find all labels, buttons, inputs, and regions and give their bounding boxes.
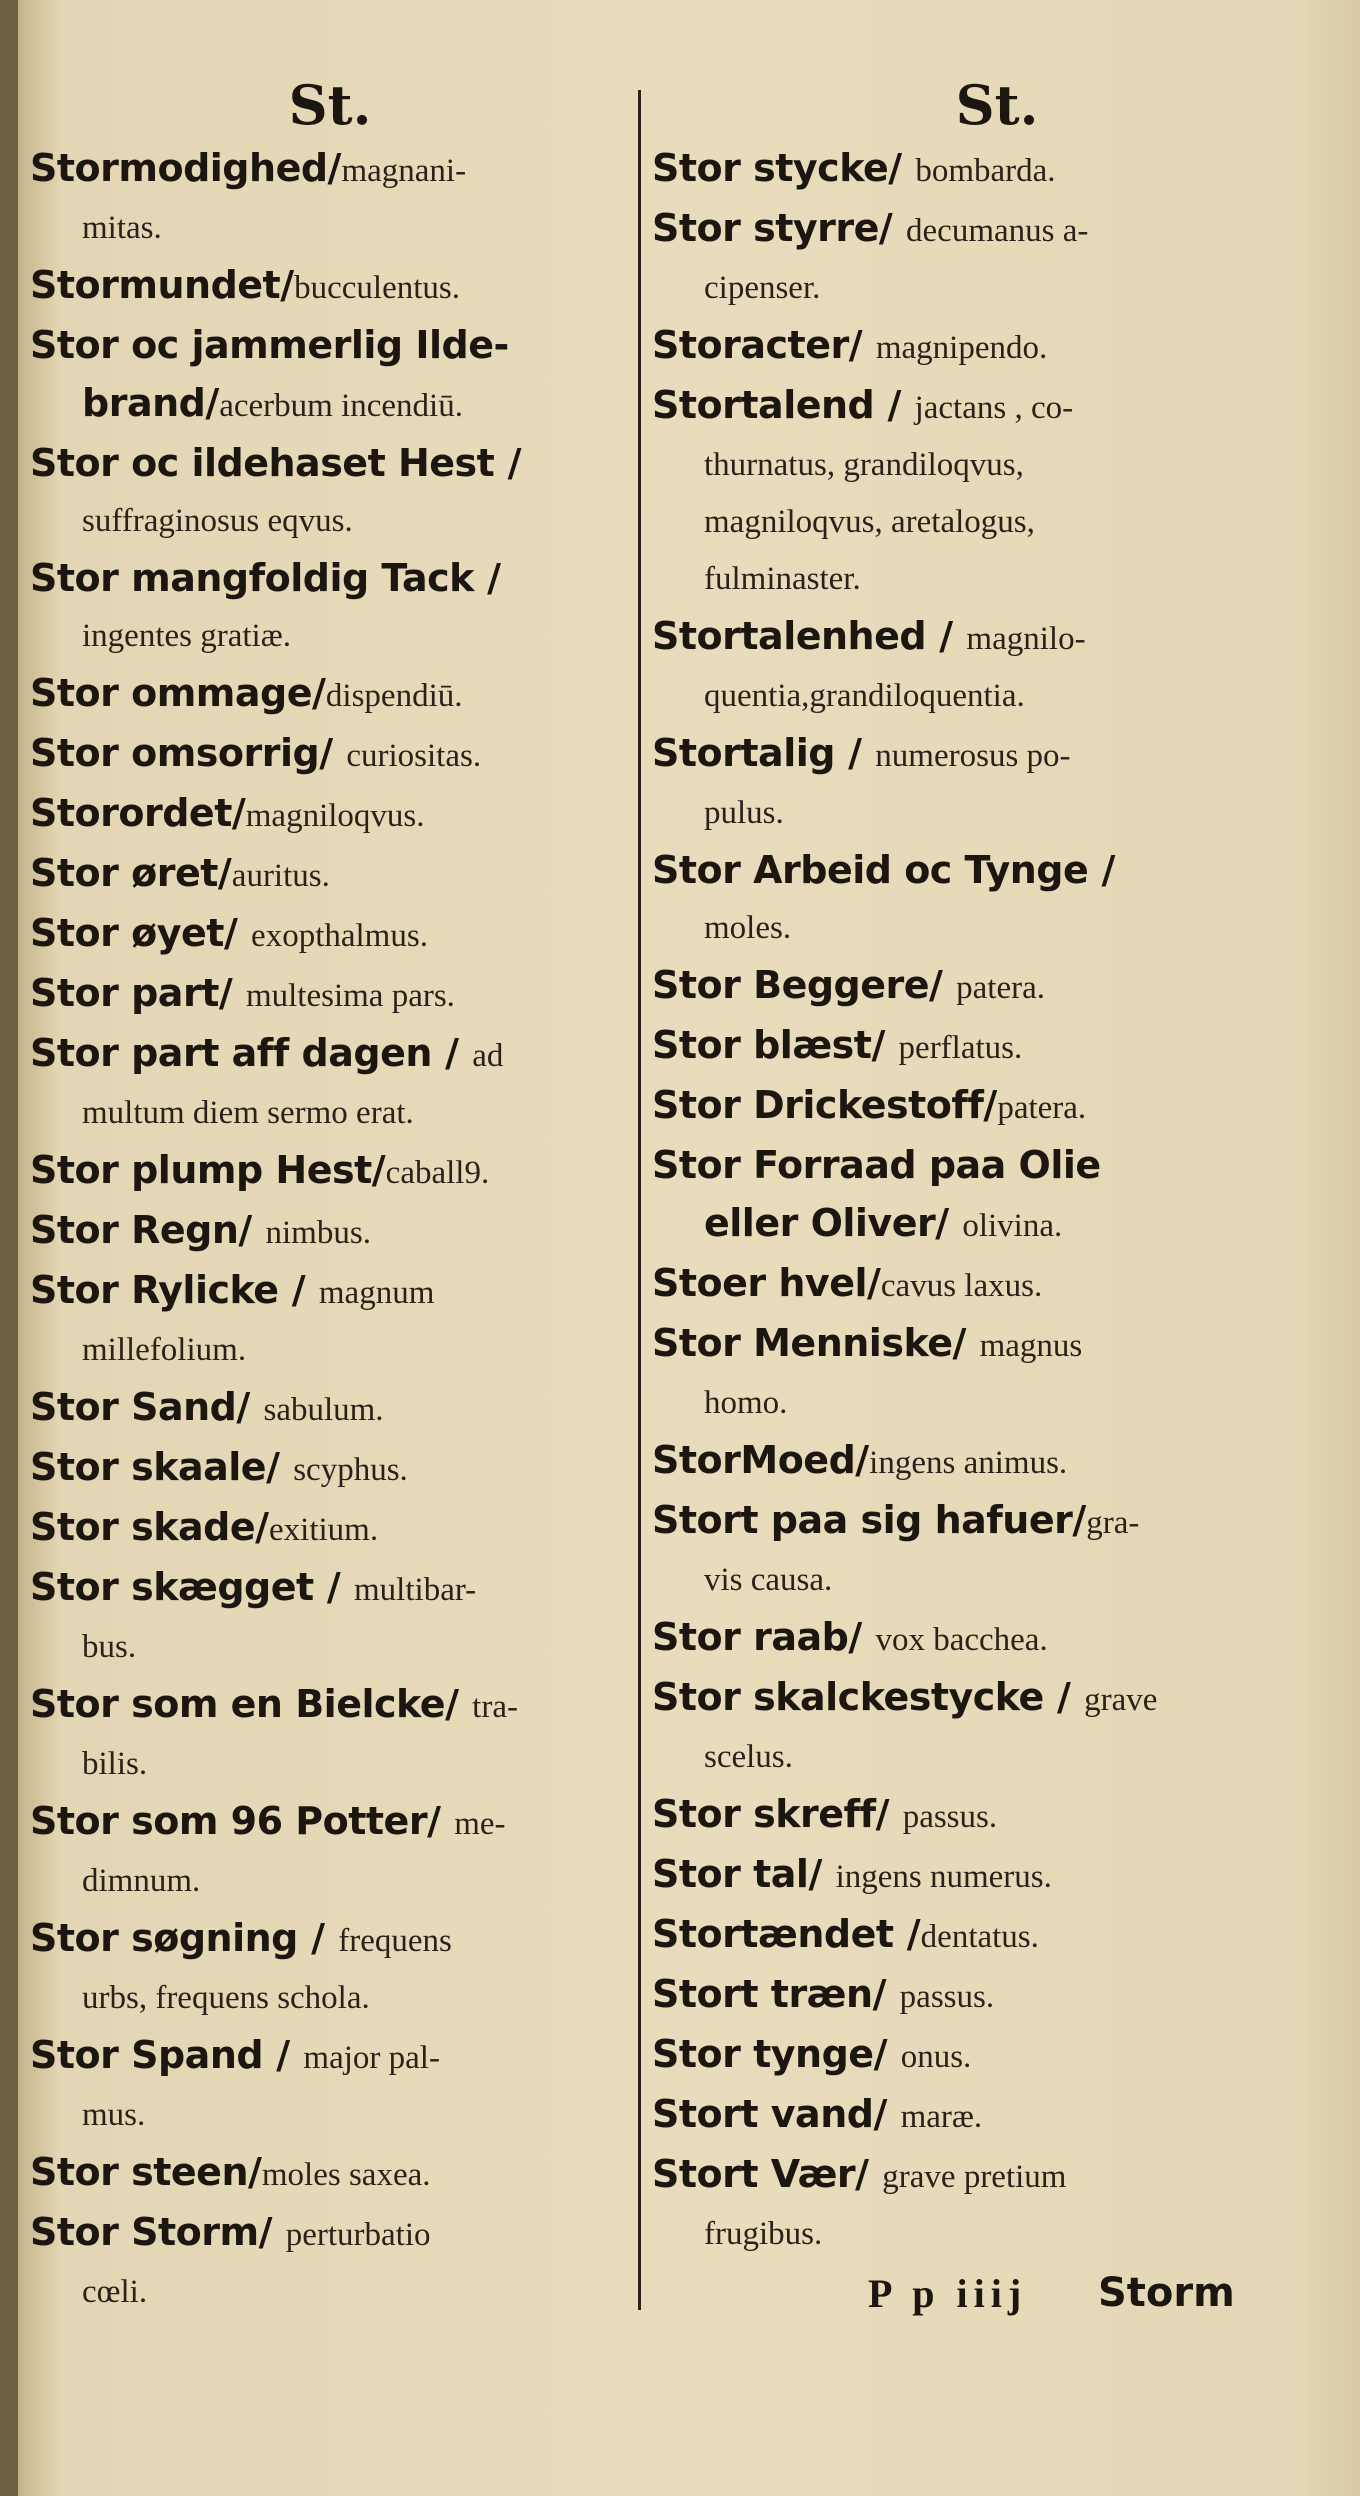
entry-separator: / — [327, 146, 342, 190]
latin-translation: magniloqvus. — [245, 798, 425, 834]
dictionary-entry — [652, 140, 1342, 200]
entry-line — [652, 1432, 1342, 1492]
entry-separator: / — [238, 1208, 266, 1252]
dictionary-entry — [652, 1432, 1342, 1492]
catchword: Storm — [1098, 2270, 1235, 2316]
entry-headword: Stor skalckestycke — [652, 1675, 1044, 1719]
latin-translation: maræ. — [900, 2099, 983, 2135]
entry-line — [652, 2086, 1342, 2146]
entry-separator: / — [263, 2033, 304, 2077]
entry-separator: / — [258, 2210, 286, 2254]
book-spine-shadow — [0, 0, 18, 2496]
latin-continuation: mitas. — [82, 210, 162, 246]
entry-headword: Stort paa sig hafuer — [652, 1498, 1073, 1542]
dictionary-entry — [652, 1786, 1342, 1846]
entry-separator: / — [871, 1023, 899, 1067]
dictionary-entry — [30, 1142, 630, 1202]
latin-translation: bucculentus. — [294, 270, 460, 306]
entry-headword: Stor som en Bielcke — [30, 1682, 446, 1726]
entry-line — [652, 1315, 1342, 1375]
latin-translation: moles saxea. — [261, 2157, 431, 2193]
entry-separator: / — [1072, 1498, 1087, 1542]
entry-line — [30, 2204, 630, 2264]
entry-line — [652, 608, 1342, 668]
entry-separator: / — [983, 1083, 998, 1127]
entry-line — [652, 200, 1342, 260]
dictionary-entry — [652, 1906, 1342, 1966]
dictionary-entry — [652, 608, 1342, 725]
entry-separator: / — [248, 2150, 262, 2194]
latin-translation: passus. — [902, 1799, 998, 1835]
dictionary-entry — [30, 1499, 630, 1559]
entry-line — [652, 1609, 1342, 1669]
dictionary-entry — [652, 842, 1342, 957]
left-column-header: St. — [288, 73, 372, 137]
entry-line — [30, 965, 630, 1025]
latin-continuation: vis causa. — [704, 1562, 833, 1598]
entry-separator: / — [319, 731, 347, 775]
dictionary-entry — [652, 1609, 1342, 1669]
entry-line — [30, 1910, 630, 1970]
entry-separator: / — [236, 1385, 264, 1429]
dictionary-entry — [652, 1255, 1342, 1315]
latin-translation: magnani- — [341, 153, 467, 189]
entry-separator: / — [874, 383, 915, 427]
entry-separator: / — [929, 963, 957, 1007]
entry-separator: / — [473, 556, 501, 600]
signature-mark: P p iiij — [868, 2271, 1028, 2316]
latin-continuation: multum diem sermo erat. — [82, 1095, 414, 1131]
entry-headword: Stor søgning — [30, 1916, 298, 1960]
dictionary-entry — [30, 257, 630, 317]
entry-line — [30, 665, 630, 725]
latin-translation: jactans , co- — [914, 390, 1074, 426]
entry-separator: / — [431, 1031, 473, 1075]
entry-headword: Stor skade — [30, 1505, 256, 1549]
entry-separator: / — [878, 206, 907, 250]
entry-headword: Stor øyet — [30, 911, 224, 955]
latin-translation: ingens animus. — [869, 1445, 1068, 1481]
entry-separator: / — [848, 323, 876, 367]
entry-headword: Stor Storm — [30, 2210, 259, 2254]
latin-translation: cavus laxus. — [880, 1268, 1043, 1304]
latin-translation: nimbus. — [265, 1215, 371, 1251]
entry-separator: / — [893, 1912, 921, 1956]
latin-translation: exitium. — [269, 1512, 379, 1548]
entry-line — [30, 1676, 630, 1736]
dictionary-entry — [652, 1669, 1342, 1786]
dictionary-entry — [30, 1439, 630, 1499]
entry-separator: / — [875, 1792, 903, 1836]
entry-separator: / — [280, 263, 295, 307]
latin-translation: gra- — [1086, 1505, 1140, 1541]
entry-line — [30, 2027, 630, 2087]
entry-line — [652, 1906, 1342, 1966]
entry-headword: Stor ommage — [30, 671, 313, 715]
dictionary-entry — [652, 377, 1342, 608]
entry-separator: / — [888, 146, 916, 190]
latin-translation: me- — [454, 1806, 506, 1842]
entry-headword: Stor Forraad paa Olie — [652, 1143, 1101, 1187]
entry-line — [652, 1669, 1342, 1729]
dictionary-entry — [30, 1910, 630, 2027]
entry-separator: / — [371, 1148, 386, 1192]
entry-headword: Stor mangfoldig Tack — [30, 556, 474, 600]
dictionary-entry — [30, 785, 630, 845]
entry-line — [30, 435, 630, 493]
entry-separator: / — [873, 2032, 901, 2076]
latin-translation: perflatus. — [898, 1030, 1023, 1066]
latin-translation: magnus — [979, 1328, 1083, 1364]
dictionary-entry — [30, 1676, 630, 1793]
entry-headword: Stor skægget — [30, 1565, 314, 1609]
latin-continuation: magniloqvus, aretalogus, — [704, 504, 1035, 540]
entry-headword-continued: eller Oliver — [704, 1201, 936, 1245]
dictionary-entry — [652, 2146, 1342, 2263]
latin-translation: decumanus a- — [906, 213, 1089, 249]
entry-headword: Storordet — [30, 791, 232, 835]
entry-continuation — [652, 1195, 1342, 1255]
column-divider — [638, 90, 641, 2310]
entry-separator: / — [494, 441, 522, 485]
latin-translation: patera. — [997, 1090, 1087, 1126]
entry-headword: Stort Vær — [652, 2152, 856, 2196]
entry-headword: Stor Arbeid oc Tynge — [652, 848, 1089, 892]
entry-headword: Stortændet — [652, 1912, 894, 1956]
latin-translation: exopthalmus. — [251, 918, 428, 954]
entry-separator: / — [445, 1682, 473, 1726]
entry-separator: / — [848, 1615, 876, 1659]
entry-headword: Stor stycke — [652, 146, 889, 190]
entry-headword: Stoer hvel — [652, 1261, 868, 1305]
entry-line — [652, 957, 1342, 1017]
entry-headword: Stormundet — [30, 263, 281, 307]
right-entry-list — [652, 140, 1342, 2263]
latin-translation: sabulum. — [263, 1392, 384, 1428]
dictionary-entry — [652, 317, 1342, 377]
entry-line — [30, 1202, 630, 1262]
latin-translation: perturbatio — [285, 2217, 431, 2253]
entry-headword: Stor raab — [652, 1615, 849, 1659]
left-column — [30, 70, 630, 2321]
entry-separator: / — [855, 1438, 870, 1482]
dictionary-entry — [30, 845, 630, 905]
entry-headword: Stor Menniske — [652, 1321, 953, 1365]
dictionary-entry — [652, 1137, 1342, 1255]
entry-separator: / — [217, 851, 232, 895]
latin-translation: dentatus. — [920, 1919, 1039, 1955]
entry-separator: / — [205, 381, 220, 425]
dictionary-entry — [30, 1025, 630, 1142]
latin-translation: passus. — [899, 1979, 995, 2015]
latin-translation: magnilo- — [966, 621, 1086, 657]
dictionary-entry — [652, 1846, 1342, 1906]
entry-line — [652, 2146, 1342, 2206]
entry-line — [652, 2026, 1342, 2086]
entry-headword: Storacter — [652, 323, 849, 367]
dictionary-entry — [30, 140, 630, 257]
dictionary-entry — [30, 1793, 630, 1910]
entry-line — [30, 140, 630, 200]
entry-line — [30, 1262, 630, 1322]
entry-line — [652, 1137, 1342, 1195]
latin-continuation: quentia,grandiloquentia. — [704, 678, 1025, 714]
latin-continuation: moles. — [704, 910, 792, 946]
entry-line — [652, 317, 1342, 377]
entry-line — [30, 1142, 630, 1202]
latin-continuation: cipenser. — [704, 270, 821, 306]
entry-line — [30, 725, 630, 785]
entry-separator: / — [266, 1445, 294, 1489]
latin-translation: vox bacchea. — [875, 1622, 1048, 1658]
entry-headword: Stor Sand — [30, 1385, 237, 1429]
latin-translation: ingens numerus. — [835, 1859, 1052, 1895]
entry-headword: Stor styrre — [652, 206, 879, 250]
left-entry-list — [30, 140, 630, 2321]
latin-continuation: ingentes gratiæ. — [82, 618, 291, 654]
dictionary-entry — [30, 665, 630, 725]
entry-separator: / — [427, 1799, 455, 1843]
latin-continuation: urbs, frequens schola. — [82, 1980, 370, 2016]
latin-translation: curiositas. — [346, 738, 482, 774]
entry-headword-continued: brand — [82, 381, 206, 425]
latin-continuation: suffraginosus eqvus. — [82, 503, 353, 539]
dictionary-entry — [652, 200, 1342, 317]
latin-continuation: cœli. — [82, 2274, 148, 2310]
latin-continuation: pulus. — [704, 795, 784, 831]
entry-line — [652, 1846, 1342, 1906]
entry-line — [30, 1439, 630, 1499]
entry-line — [30, 1499, 630, 1559]
entry-headword: Stor oc jammerlig Ilde- — [30, 323, 509, 367]
entry-line — [652, 1255, 1342, 1315]
dictionary-entry — [30, 435, 630, 550]
entry-headword: Stortalenhed — [652, 614, 927, 658]
dictionary-entry — [30, 1559, 630, 1676]
latin-continuation: fulminaster. — [704, 561, 861, 597]
latin-translation: acerbum incendiū. — [219, 388, 463, 424]
dictionary-entry — [652, 1315, 1342, 1432]
entry-separator: / — [935, 1201, 963, 1245]
entry-headword: Stor Spand — [30, 2033, 264, 2077]
entry-headword: Stor plump Hest — [30, 1148, 372, 1192]
dictionary-entry — [30, 1379, 630, 1439]
entry-line — [652, 377, 1342, 437]
dictionary-entry — [652, 1966, 1342, 2026]
entry-headword: Stor omsorrig — [30, 731, 320, 775]
dictionary-entry — [30, 905, 630, 965]
entry-line — [652, 1017, 1342, 1077]
dictionary-entry — [30, 2204, 630, 2321]
entry-headword: StorMoed — [652, 1438, 856, 1482]
entry-headword: Stor øret — [30, 851, 218, 895]
entry-headword: Stor som 96 Potter — [30, 1799, 428, 1843]
dictionary-entry — [652, 725, 1342, 842]
entry-separator: / — [278, 1268, 319, 1312]
entry-headword: Stor Drickestoff — [652, 1083, 984, 1127]
latin-continuation: millefolium. — [82, 1332, 247, 1368]
latin-continuation: homo. — [704, 1385, 788, 1421]
right-column-header: St. — [955, 73, 1039, 137]
latin-translation: tra- — [472, 1689, 518, 1725]
entry-headword: Stor tynge — [652, 2032, 874, 2076]
entry-headword: Stor Beggere — [652, 963, 930, 1007]
entry-separator: / — [1043, 1675, 1085, 1719]
dictionary-entry — [30, 1202, 630, 1262]
entry-headword: Stor tal — [652, 1852, 809, 1896]
dictionary-entry — [30, 2144, 630, 2204]
entry-separator: / — [313, 1565, 355, 1609]
dictionary-entry — [30, 550, 630, 665]
entry-headword: Stor skreff — [652, 1792, 876, 1836]
entry-separator: / — [873, 2092, 901, 2136]
entry-line — [30, 1559, 630, 1619]
latin-translation: patera. — [956, 970, 1046, 1006]
entry-separator: / — [872, 1972, 900, 2016]
latin-translation: onus. — [900, 2039, 972, 2075]
entry-separator: / — [867, 1261, 881, 1305]
latin-translation: numerosus po- — [875, 738, 1071, 774]
right-column — [652, 70, 1342, 2263]
latin-translation: grave — [1084, 1682, 1158, 1718]
dictionary-entry — [30, 1262, 630, 1379]
entry-separator: / — [952, 1321, 980, 1365]
latin-translation: auritus. — [231, 858, 330, 894]
latin-continuation: bus. — [82, 1629, 137, 1665]
entry-headword: Stort træn — [652, 1972, 873, 2016]
entry-separator: / — [218, 971, 246, 1015]
latin-translation: magnum — [318, 1275, 435, 1311]
entry-line — [30, 257, 630, 317]
latin-continuation: bilis. — [82, 1746, 148, 1782]
latin-translation: frequens — [338, 1923, 452, 1959]
entry-line — [652, 1077, 1342, 1137]
latin-translation: major pal- — [303, 2040, 440, 2076]
entry-line — [652, 1786, 1342, 1846]
entry-line — [30, 1025, 630, 1085]
entry-separator: / — [231, 791, 246, 835]
entry-continuation — [30, 375, 630, 435]
latin-continuation: thurnatus, grandiloqvus, — [704, 447, 1024, 483]
entry-separator: / — [926, 614, 967, 658]
entry-line — [30, 550, 630, 608]
entry-separator: / — [297, 1916, 339, 1960]
entry-line — [30, 1379, 630, 1439]
entry-line — [652, 140, 1342, 200]
entry-separator: / — [1088, 848, 1116, 892]
entry-separator: / — [855, 2152, 883, 2196]
latin-translation: olivina. — [962, 1208, 1063, 1244]
entry-headword: Stortalig — [652, 731, 835, 775]
entry-line — [30, 1793, 630, 1853]
entry-headword: Stor skaale — [30, 1445, 267, 1489]
latin-continuation: scelus. — [704, 1739, 793, 1775]
entry-headword: Stor part aff dagen — [30, 1031, 432, 1075]
latin-continuation: mus. — [82, 2097, 146, 2133]
page-footer — [868, 2270, 1338, 2317]
latin-continuation: dimnum. — [82, 1863, 201, 1899]
entry-separator: / — [312, 671, 326, 715]
dictionary-entry — [652, 2086, 1342, 2146]
entry-headword: Stor Rylicke — [30, 1268, 279, 1312]
dictionary-entry — [652, 1077, 1342, 1137]
entry-line — [652, 725, 1342, 785]
entry-line — [30, 2144, 630, 2204]
dictionary-entry — [652, 1492, 1342, 1609]
latin-translation: multibar- — [354, 1572, 477, 1608]
entry-headword: Stor blæst — [652, 1023, 872, 1067]
entry-headword: Stormodighed — [30, 146, 328, 190]
latin-continuation: frugibus. — [704, 2216, 823, 2252]
entry-line — [30, 905, 630, 965]
dictionary-entry — [652, 957, 1342, 1017]
entry-headword: Stor Regn — [30, 1208, 239, 1252]
entry-line — [652, 842, 1342, 900]
latin-translation: dispendiū. — [325, 678, 463, 714]
entry-separator: / — [255, 1505, 270, 1549]
entry-separator: / — [834, 731, 876, 775]
dictionary-entry — [652, 1017, 1342, 1077]
entry-line — [652, 1966, 1342, 2026]
entry-line — [30, 785, 630, 845]
entry-line — [30, 317, 630, 375]
entry-headword: Stortalend — [652, 383, 875, 427]
entry-headword: Stor part — [30, 971, 219, 1015]
dictionary-entry — [30, 725, 630, 785]
entry-headword: Stort vand — [652, 2092, 874, 2136]
latin-translation: grave pretium — [882, 2159, 1067, 2195]
entry-line — [30, 845, 630, 905]
entry-headword: Stor steen — [30, 2150, 248, 2194]
entry-separator: / — [223, 911, 252, 955]
dictionary-entry — [652, 2026, 1342, 2086]
entry-line — [652, 1492, 1342, 1552]
dictionary-entry — [30, 965, 630, 1025]
entry-headword: Stor oc ildehaset Hest — [30, 441, 495, 485]
latin-translation: bombarda. — [915, 153, 1056, 189]
latin-translation: ad — [472, 1038, 504, 1074]
latin-translation: magnipendo. — [875, 330, 1048, 366]
dictionary-entry — [30, 2027, 630, 2144]
latin-translation: caball9. — [385, 1155, 490, 1191]
latin-translation: multesima pars. — [245, 978, 455, 1014]
latin-translation: scyphus. — [293, 1452, 408, 1488]
dictionary-entry — [30, 317, 630, 435]
entry-separator: / — [808, 1852, 836, 1896]
